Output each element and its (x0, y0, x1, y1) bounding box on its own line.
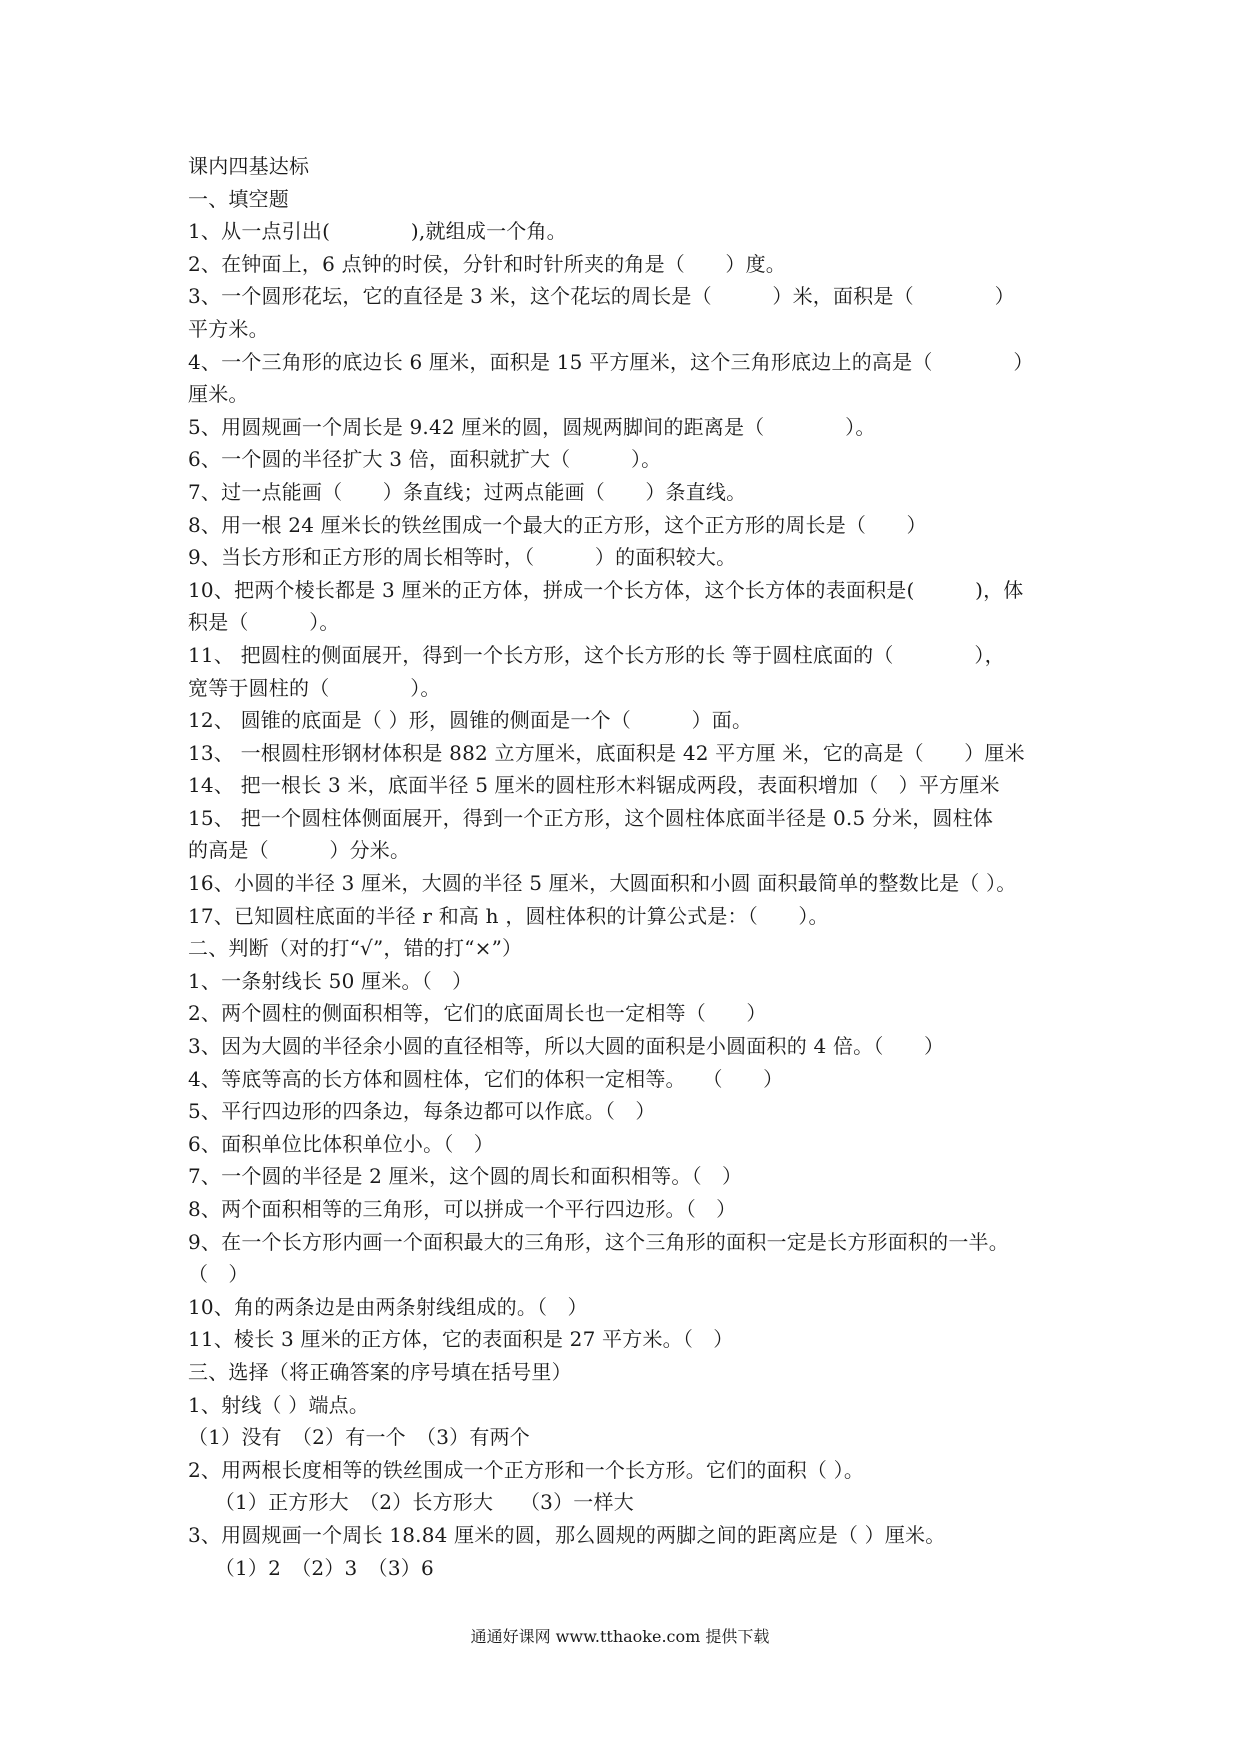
question-line: 7、过一点能画（ ）条直线；过两点能画（ ）条直线。 (188, 479, 747, 504)
question-line: 宽等于圆柱的（ ）。 (188, 675, 441, 700)
question-line: 2、用两根长度相等的铁丝围成一个正方形和一个长方形。它们的面积（ ）。 (188, 1457, 865, 1482)
question-line: 13、 一根圆柱形钢材体积是 882 立方厘米，底面积是 42 平方厘 米，它的高是（ ）厘米 (188, 740, 1025, 765)
question-line: 9、在一个长方形内画一个面积最大的三角形，这个三角形的面积一定是长方形面积的一半。 (188, 1229, 1009, 1254)
question-line: 10、把两个棱长都是 3 厘米的正方体，拼成一个长方体，这个长方体的表面积是( )，体 (188, 577, 1024, 602)
question-line: 2、两个圆柱的侧面积相等，它们的底面周长也一定相等（ ） (188, 1001, 767, 1026)
question-line: 9、当长方形和正方形的周长相等时，（ ）的面积较大。 (188, 545, 737, 570)
question-line: 11、 把圆柱的侧面展开，得到一个长方形，这个长方形的长 等于圆柱底面的（ ）， (188, 642, 1005, 667)
choice-options-line: （1）没有 （2）有一个 （3）有两个 (188, 1425, 530, 1450)
question-line: 3、一个圆形花坛，它的直径是 3 米，这个花坛的周长是（ ）米，面积是（ ） (188, 284, 1015, 309)
question-line: 11、棱长 3 厘米的正方体，它的表面积是 27 平方米。（ ） (188, 1327, 734, 1352)
question-line: 17、已知圆柱底面的半径 r 和高 h ，圆柱体积的计算公式是：（ ）。 (188, 903, 829, 928)
question-line: （ ） (188, 1262, 249, 1287)
page-footer: 通通好课网 www.tthaoke.com 提供下载 (470, 1627, 770, 1646)
question-line: 积是（ ）。 (188, 610, 340, 635)
document-body (188, 150, 1063, 1584)
question-line: 16、小圆的半径 3 厘米，大圆的半径 5 厘米，大圆面积和小圆 面积最简单的整数比是（ ）。 (188, 871, 1017, 896)
question-line: 6、一个圆的半径扩大 3 倍，面积就扩大（ ）。 (188, 447, 662, 472)
question-line: 6、面积单位比体积单位小。（ ） (188, 1131, 494, 1156)
question-line: 14、 把一根长 3 米，底面半径 5 厘米的圆柱形木料锯成两段，表面积增加（ ）平方厘米 (188, 773, 1000, 798)
choice-options-line: （1）2 （2）3 （3）6 (188, 1555, 434, 1580)
section-multiple-choice (188, 1356, 1063, 1584)
question-line: 4、一个三角形的底边长 6 厘米，面积是 15 平方厘米，这个三角形底边上的高是（ ） (188, 349, 1034, 374)
question-line: 7、一个圆的半径是 2 厘米，这个圆的周长和面积相等。（ ） (188, 1164, 743, 1189)
section-true-false (188, 932, 1063, 1356)
section-heading: 三、选择（将正确答案的序号填在括号里） (188, 1359, 572, 1384)
section-heading: 一、填空题 (188, 186, 289, 211)
question-line: 1、从一点引出( ),就组成一个角。 (188, 219, 567, 244)
question-line: 5、用圆规画一个周长是 9.42 厘米的圆，圆规两脚间的距离是（ ）。 (188, 414, 876, 439)
question-line: 10、角的两条边是由两条射线组成的。（ ） (188, 1294, 588, 1319)
question-line: 3、用圆规画一个周长 18.84 厘米的圆，那么圆规的两脚之间的距离应是（ ）厘米。 (188, 1522, 946, 1547)
question-line: 1、射线（ ）端点。 (188, 1392, 370, 1417)
question-line: 4、等底等高的长方体和圆柱体，它们的体积一定相等。 （ ） (188, 1066, 784, 1091)
question-line: 8、两个面积相等的三角形，可以拼成一个平行四边形。（ ） (188, 1197, 737, 1221)
question-line: 15、 把一个圆柱体侧面展开，得到一个正方形，这个圆柱体底面半径是 0.5 分米，圆柱体 (188, 805, 994, 830)
question-line: 12、 圆锥的底面是（ ）形，圆锥的侧面是一个（ ）面。 (188, 708, 753, 733)
question-line: 平方米。 (188, 316, 269, 341)
question-line: 8、用一根 24 厘米长的铁丝围成一个最大的正方形，这个正方形的周长是（ ） (188, 512, 927, 537)
choice-options-line: （1）正方形大 （2）长方形大 （3）一样大 (188, 1490, 634, 1515)
question-line: 2、在钟面上，6 点钟的时侯，分针和时针所夹的角是（ ）度。 (188, 251, 787, 276)
section-heading: 二、判断（对的打“√”，错的打“×”） (188, 936, 523, 961)
question-line: 5、平行四边形的四条边，每条边都可以作底。（ ） (188, 1099, 656, 1124)
question-line: 3、因为大圆的半径余小圆的直径相等，所以大圆的面积是小圆面积的 4 倍。（ ） (188, 1034, 945, 1059)
question-line: 厘米。 (188, 382, 249, 407)
document-title: 课内四基达标 (188, 154, 310, 178)
question-line: 1、一条射线长 50 厘米。（ ） (188, 968, 473, 993)
section-fill-in (188, 183, 1063, 933)
question-line: 的高是（ ）分米。 (188, 838, 411, 863)
